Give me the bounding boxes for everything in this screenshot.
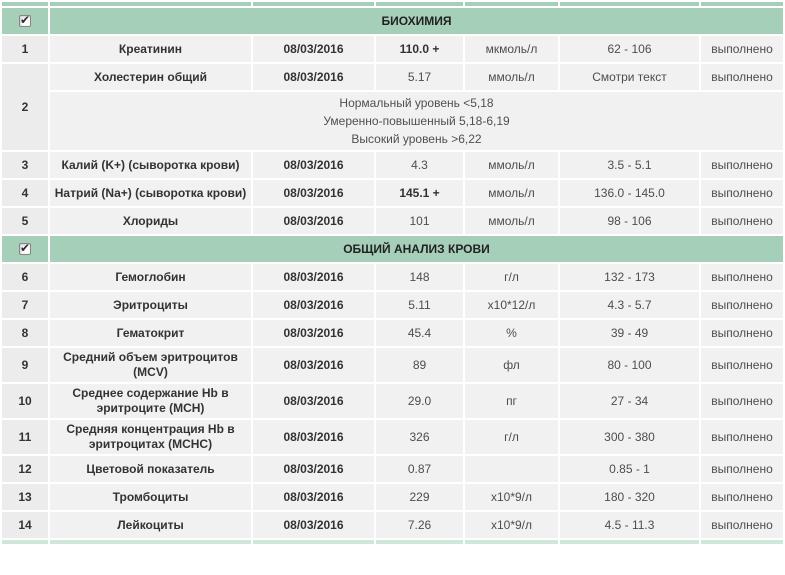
section-checkbox[interactable] — [19, 15, 31, 27]
section-title: БИОХИМИЯ — [381, 13, 452, 28]
status-cell: выполнено — [701, 320, 783, 346]
test-name-cell: Среднее содержание Hb в эритроците (MCH) — [50, 384, 251, 418]
section-title-cell — [50, 8, 783, 34]
section-header-row — [2, 8, 783, 34]
test-name-cell: Цветовой показатель — [50, 456, 251, 482]
units-cell: ммоль/л — [465, 208, 558, 234]
test-name-cell: Гемоглобин — [50, 264, 251, 290]
test-name-cell: Гематокрит — [50, 320, 251, 346]
table-row — [2, 484, 783, 510]
units-cell: х10*12/л — [465, 292, 558, 318]
status-cell: выполнено — [701, 36, 783, 62]
units-cell: ммоль/л — [465, 64, 558, 90]
reference-range-cell: 4.3 - 5.7 — [560, 292, 699, 318]
test-name-cell: Эритроциты — [50, 292, 251, 318]
result-value-cell: 145.1 + — [376, 180, 463, 206]
status-cell: выполнено — [701, 384, 783, 418]
units-cell — [465, 456, 558, 482]
units-cell: % — [465, 320, 558, 346]
units-cell: ммоль/л — [465, 180, 558, 206]
status-cell: выполнено — [701, 484, 783, 510]
strip-cell — [253, 540, 374, 544]
units-cell: г/л — [465, 420, 558, 454]
table-row — [2, 420, 783, 454]
status-cell: выполнено — [701, 512, 783, 538]
strip-cell — [560, 2, 699, 6]
row-number-cell: 11 — [2, 420, 48, 454]
result-value-cell: 0.87 — [376, 456, 463, 482]
strip-cell — [376, 540, 463, 544]
table-row — [2, 152, 783, 178]
date-cell: 08/03/2016 — [253, 36, 374, 62]
date-cell: 08/03/2016 — [253, 180, 374, 206]
row-number-cell: 4 — [2, 180, 48, 206]
row-number-cell: 12 — [2, 456, 48, 482]
notes-row — [2, 92, 783, 150]
date-cell: 08/03/2016 — [253, 320, 374, 346]
strip-cell — [253, 2, 374, 6]
table-row — [2, 36, 783, 62]
date-cell: 08/03/2016 — [253, 292, 374, 318]
result-value-cell: 110.0 + — [376, 36, 463, 62]
row-number-cell: 2 — [2, 64, 48, 150]
section-title-cell — [50, 236, 783, 262]
status-cell: выполнено — [701, 292, 783, 318]
status-cell: выполнено — [701, 152, 783, 178]
reference-range-cell: 62 - 106 — [560, 36, 699, 62]
lab-results-body — [2, 2, 783, 544]
row-number-cell: 5 — [2, 208, 48, 234]
section-checkbox-cell — [2, 8, 48, 34]
date-cell: 08/03/2016 — [253, 484, 374, 510]
result-value-cell: 5.11 — [376, 292, 463, 318]
test-name-cell: Лейкоциты — [50, 512, 251, 538]
table-row — [2, 64, 783, 90]
date-cell: 08/03/2016 — [253, 264, 374, 290]
note-line: Умеренно-повышенный 5,18-6,19 — [323, 114, 510, 128]
reference-range-cell: 4.5 - 11.3 — [560, 512, 699, 538]
result-value-cell: 229 — [376, 484, 463, 510]
table-row — [2, 208, 783, 234]
units-cell: г/л — [465, 264, 558, 290]
reference-range-cell: 300 - 380 — [560, 420, 699, 454]
strip-cell — [465, 540, 558, 544]
status-cell: выполнено — [701, 456, 783, 482]
table-row — [2, 348, 783, 382]
reference-range-cell: 98 - 106 — [560, 208, 699, 234]
table-row — [2, 180, 783, 206]
strip-cell — [376, 2, 463, 6]
reference-range-cell: 3.5 - 5.1 — [560, 152, 699, 178]
date-cell: 08/03/2016 — [253, 208, 374, 234]
strip-cell — [465, 2, 558, 6]
table-row — [2, 264, 783, 290]
result-value-cell: 45.4 — [376, 320, 463, 346]
row-number-cell: 9 — [2, 348, 48, 382]
date-cell: 08/03/2016 — [253, 456, 374, 482]
date-cell: 08/03/2016 — [253, 348, 374, 382]
notes-cell — [50, 92, 783, 150]
section-header-row — [2, 236, 783, 262]
reference-range-cell: 136.0 - 145.0 — [560, 180, 699, 206]
status-cell: выполнено — [701, 208, 783, 234]
section-checkbox-cell — [2, 236, 48, 262]
row-number-cell: 3 — [2, 152, 48, 178]
units-cell: мкмоль/л — [465, 36, 558, 62]
strip-cell — [50, 2, 251, 6]
row-number-cell: 10 — [2, 384, 48, 418]
test-name-cell: Калий (K+) (сыворотка крови) — [50, 152, 251, 178]
date-cell: 08/03/2016 — [253, 152, 374, 178]
test-name-cell: Хлориды — [50, 208, 251, 234]
result-value-cell: 101 — [376, 208, 463, 234]
reference-range-cell: 80 - 100 — [560, 348, 699, 382]
status-cell: выполнено — [701, 264, 783, 290]
result-value-cell: 7.26 — [376, 512, 463, 538]
strip-cell — [50, 540, 251, 544]
section-checkbox[interactable] — [19, 243, 31, 255]
previous-section-strip — [2, 2, 783, 6]
units-cell: пг — [465, 384, 558, 418]
strip-cell — [701, 540, 783, 544]
next-section-strip — [2, 540, 783, 544]
test-name-cell: Тромбоциты — [50, 484, 251, 510]
row-number-cell: 14 — [2, 512, 48, 538]
strip-cell — [701, 2, 783, 6]
test-name-cell: Средняя концентрация Hb в эритроцитах (MCHC) — [50, 420, 251, 454]
status-cell: выполнено — [701, 420, 783, 454]
row-number-cell: 6 — [2, 264, 48, 290]
date-cell: 08/03/2016 — [253, 384, 374, 418]
result-value-cell: 148 — [376, 264, 463, 290]
table-row — [2, 292, 783, 318]
reference-range-cell: 0.85 - 1 — [560, 456, 699, 482]
units-cell: х10*9/л — [465, 484, 558, 510]
result-value-cell: 29.0 — [376, 384, 463, 418]
row-number-cell: 8 — [2, 320, 48, 346]
row-number-cell: 13 — [2, 484, 48, 510]
note-line: Высокий уровень >6,22 — [351, 132, 482, 146]
result-value-cell: 4.3 — [376, 152, 463, 178]
status-cell: выполнено — [701, 180, 783, 206]
units-cell: фл — [465, 348, 558, 382]
row-number-cell: 7 — [2, 292, 48, 318]
reference-range-cell: 180 - 320 — [560, 484, 699, 510]
test-name-cell: Средний объем эритроцитов (MCV) — [50, 348, 251, 382]
table-row — [2, 512, 783, 538]
result-value-cell: 89 — [376, 348, 463, 382]
date-cell: 08/03/2016 — [253, 64, 374, 90]
result-value-cell: 326 — [376, 420, 463, 454]
test-name-cell: Холестерин общий — [50, 64, 251, 90]
status-cell: выполнено — [701, 64, 783, 90]
strip-cell — [560, 540, 699, 544]
units-cell: х10*9/л — [465, 512, 558, 538]
reference-range-cell: 39 - 49 — [560, 320, 699, 346]
note-line: Нормальный уровень <5,18 — [339, 96, 494, 110]
units-cell: ммоль/л — [465, 152, 558, 178]
table-row — [2, 320, 783, 346]
table-row — [2, 384, 783, 418]
table-row — [2, 456, 783, 482]
reference-range-cell: Смотри текст — [560, 64, 699, 90]
reference-range-cell: 27 - 34 — [560, 384, 699, 418]
result-value-cell: 5.17 — [376, 64, 463, 90]
date-cell: 08/03/2016 — [253, 420, 374, 454]
strip-cell — [2, 540, 48, 544]
strip-cell — [2, 2, 48, 6]
row-number-cell: 1 — [2, 36, 48, 62]
section-title: ОБЩИЙ АНАЛИЗ КРОВИ — [343, 241, 490, 256]
test-name-cell: Креатинин — [50, 36, 251, 62]
test-name-cell: Натрий (Na+) (сыворотка крови) — [50, 180, 251, 206]
status-cell: выполнено — [701, 348, 783, 382]
reference-range-cell: 132 - 173 — [560, 264, 699, 290]
date-cell: 08/03/2016 — [253, 512, 374, 538]
